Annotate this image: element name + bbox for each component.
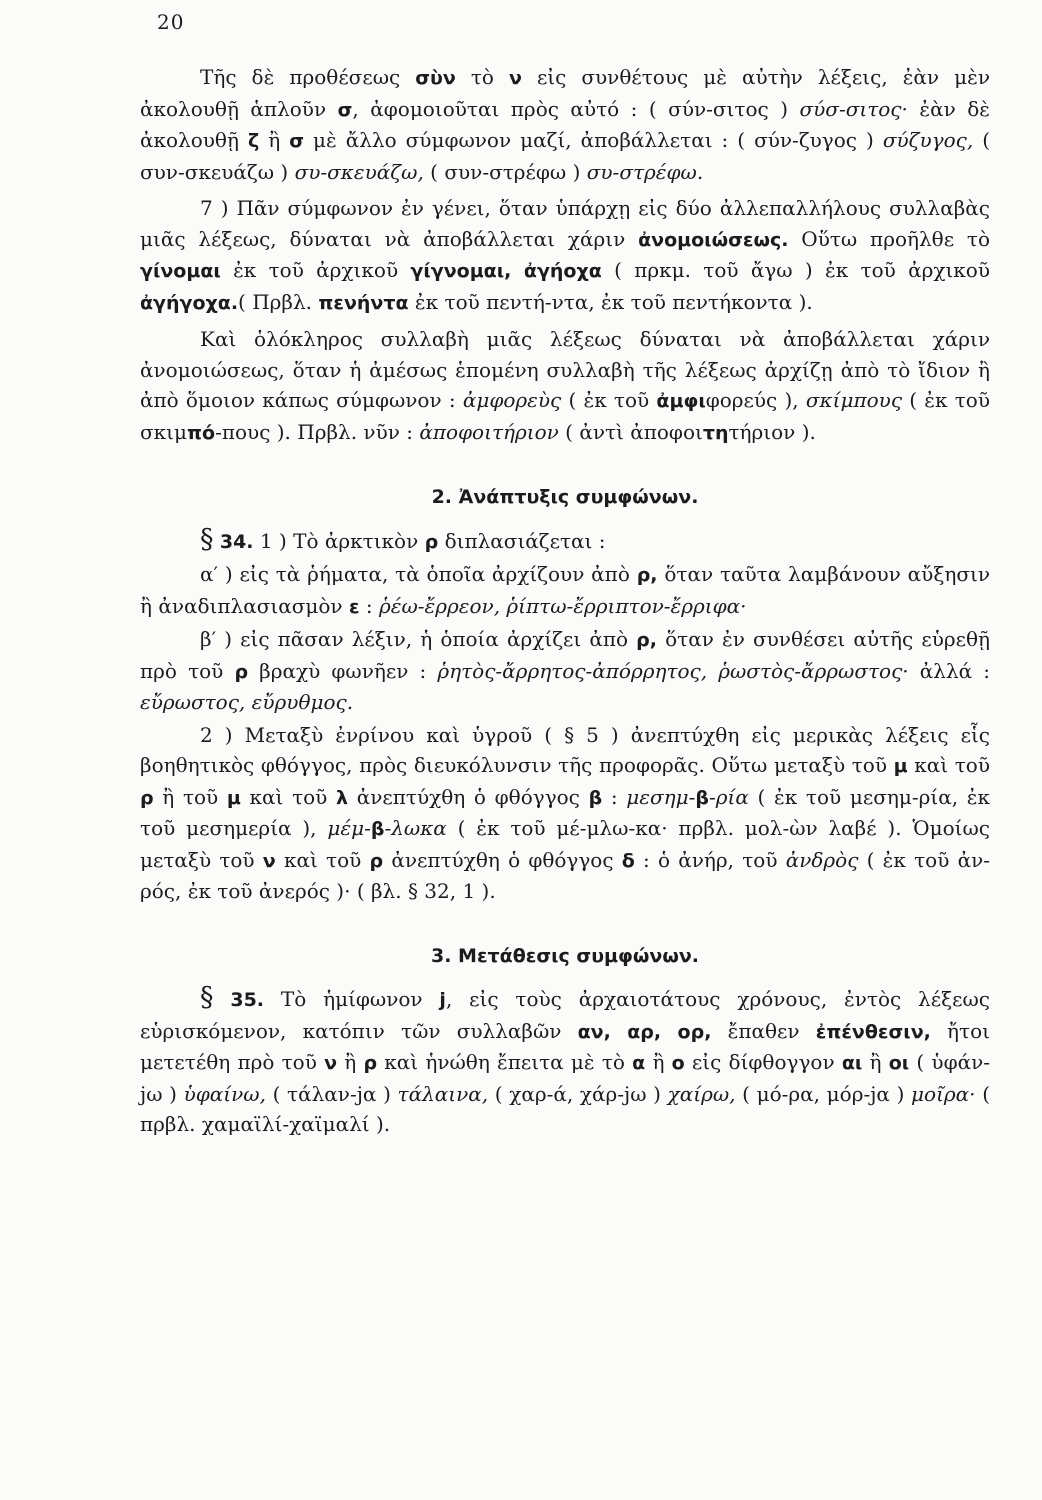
page-number: 20 bbox=[157, 10, 185, 34]
section-heading-development: 2. Ἀνάπτυξις συμφώνων. bbox=[431, 486, 699, 508]
paragraph-34-two: 2 ) Μεταξὺ ἐνρίνου καὶ ὑγροῦ ( § 5 ) ἀνεπτύχθη εἰς μερικὰς λέξεις εἷς βοηθητικὸς φθόγγος, πρὸς διευκόλυνσιν τῆς προφορᾶς. Οὕτω μεταξὺ τοῦ μ καὶ τοῦ ρ ἢ τοῦ μ καὶ τοῦ λ ἀνεπτύχθη ὁ φθόγγος β : μεσημ-β-ρία ( ἐκ τοῦ μεσημ-ρία, ἐκ τοῦ μεσημερία ), μέμ-β-λωκα ( ἐκ τοῦ μέ-μλω-κα· πρβλ. μολ-ὼν λαβέ ). Ὁμοίως μεταξὺ τοῦ ν καὶ τοῦ ρ ἀνεπτύχθη ὁ φθόγγος δ : ὁ ἀνήρ, τοῦ ἀνδρὸς ( ἐκ τοῦ ἀν-ρός, ἐκ τοῦ ἀνερός )· ( βλ. § 32, 1 ). bbox=[140, 722, 991, 903]
paragraph-syn-prefix: Τῆς δὲ προθέσεως σὺν τὸ ν εἰς συνθέτους μὲ αὐτὴν λέξεις, ἐὰν μὲν ἀκολουθῇ ἁπλοῦν σ, ἀφομοιοῦται πρὸς αὐτό : ( σύν-σιτος ) σύσ-σιτος· ἐὰν δὲ ἀκολουθῇ ζ ἢ σ μὲ ἄλλο σύμφωνον μαζί, ἀποβάλλεται : ( σύν-ζυγος ) σύζυγος, ( συν-σκευάζω ) συ-σκευάζω, ( συν-στρέφω ) συ-στρέφω. bbox=[140, 65, 991, 184]
paragraph-dissimilation: 7 ) Πᾶν σύμφωνον ἐν γένει, ὅταν ὑπάρχῃ εἰς δύο ἀλλεπαλλήλους συλλαβὰς μιᾶς λέξεως, δύναται νὰ ἀποβάλλεται χάριν ἀνομοιώσεως. Οὕτω προῆλθε τὸ γίνομαι ἐκ τοῦ ἀρχικοῦ γίγνομαι, ἀγήοχα ( πρκμ. τοῦ ἄγω ) ἐκ τοῦ ἀρχικοῦ ἀγήγοχα.( Πρβλ. πενήντα ἐκ τοῦ πεντή-ντα, ἐκ τοῦ πεντήκοντα ). bbox=[140, 196, 991, 314]
paragraph-syllable-loss: Καὶ ὁλόκληρος συλλαβὴ μιᾶς λέξεως δύναται νὰ ἀποβάλλεται χάριν ἀνομοιώσεως, ὅταν ἡ ἀμέσως ἑπομένη συλλαβὴ τῆς λέξεως ἀρχίζῃ ἀπὸ τὸ ἴδιον ἢ ἀπὸ ὅμοιον κάπως σύμφωνον : ἀμφορεὺς ( ἐκ τοῦ ἀμφιφορεύς ), σκίμπους ( ἐκ τοῦ σκιμπό-πους ). Πρβλ. νῦν : ἀποφοιτήριον ( ἀντὶ ἀποφοιτητήριον ). bbox=[140, 327, 991, 444]
section-mark: § bbox=[200, 982, 214, 1013]
paragraph-section-35: § 35. Τὸ ἡμίφωνον j, εἰς τοὺς ἀρχαιοτάτους χρόνους, ἐντὸς λέξεως εὑρισκόμενον, κατόπιν τῶν συλλαβῶν αν, αρ, ορ, ἔπαθεν ἐπένθεσιν, ἤτοι μετετέθη πρὸ τοῦ ν ἢ ρ καὶ ἡνώθη ἔπειτα μὲ τὸ α ἢ ο εἰς δίφθογγον αι ἢ οι ( ὑφάν-jω ) ὑφαίνω, ( τάλαν-jα ) τάλαινα, ( χαρ-ά, χάρ-jω ) χαίρω, ( μό-ρα, μόρ-jα ) μοῖρα· ( πρβλ. χαμαϊλί-χαϊμαλί ). bbox=[140, 982, 991, 1136]
paragraph-34-beta: β′ ) εἰς πᾶσαν λέξιν, ἡ ὁποία ἀρχίζει ἀπὸ ρ, ὅταν ἐν συνθέσει αὐτῆς εὑρεθῇ πρὸ τοῦ ρ βραχὺ φωνῆεν : ῥητὸς-ἄρρητος-ἀπόρρητος, ῥωστὸς-ἄρρωστος· ἀλλά : εὔρωστος, εὔρυθμος. bbox=[140, 627, 991, 714]
body-text bbox=[140, 62, 990, 1146]
paragraph-section-34: § 34. 1 ) Τὸ ἀρκτικὸν ρ διπλασιάζεται : bbox=[200, 523, 606, 555]
section-mark: § bbox=[200, 523, 214, 555]
paragraph-34-alpha: α′ ) εἰς τὰ ῥήματα, τὰ ὁποῖα ἀρχίζουν ἀπὸ ρ, ὅταν ταῦτα λαμβάνουν αὔξησιν ἢ ἀναδιπλασιασμὸν ε : ῥέω-ἔρρεον, ῥίπτω-ἔρριπτον-ἔρριφα· bbox=[140, 562, 990, 618]
section-heading-metathesis: 3. Μετάθεσις συμφώνων. bbox=[430, 944, 700, 967]
